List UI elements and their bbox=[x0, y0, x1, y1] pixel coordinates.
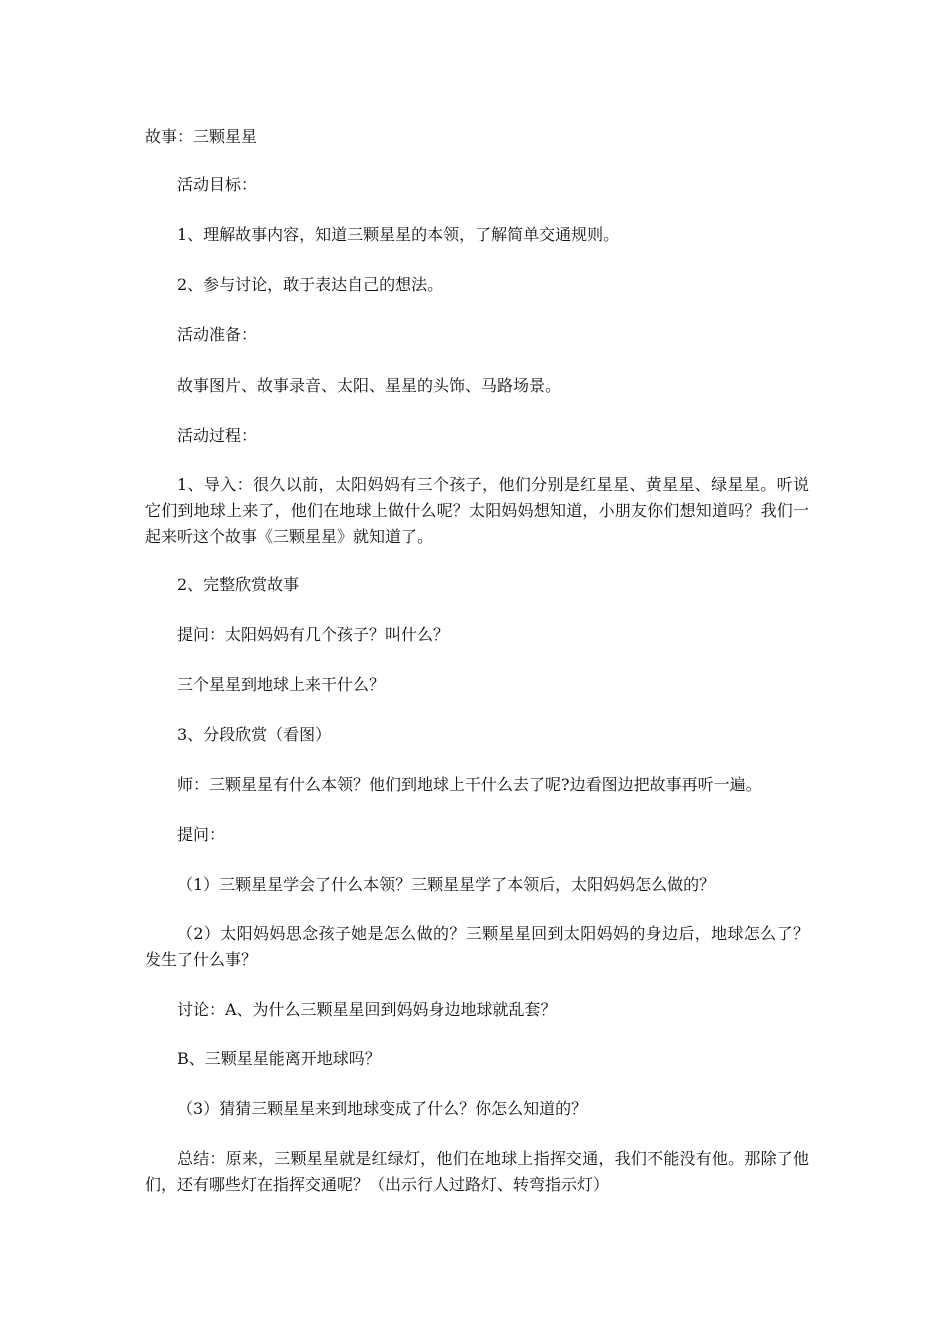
process-step-3: 3、分段欣赏（看图） bbox=[177, 725, 332, 744]
question-sun-mother-children: 提问：太阳妈妈有几个孩子？叫什么？ bbox=[177, 625, 450, 644]
summary: 总结：原来，三颗星星就是红绿灯，他们在地球上指挥交通，我们不能没有他。那除了他们，还有哪些灯在指挥交通呢？（出示行人过路灯、转弯指示灯） bbox=[145, 1149, 809, 1194]
question-2: （2）太阳妈妈思念孩子她是怎么做的？三颗星星回到太阳妈妈的身边后，地球怎么了？发生了什么事？ bbox=[145, 924, 809, 969]
story-title: 故事：三颗星星 bbox=[145, 127, 258, 146]
process-step-2: 2、完整欣赏故事 bbox=[177, 575, 300, 594]
heading-questions: 提问： bbox=[177, 825, 226, 844]
goal-item-2: 2、参与讨论，敢于表达自己的想法。 bbox=[177, 275, 444, 294]
discussion-a: 讨论：A、为什么三颗星星回到妈妈身边地球就乱套？ bbox=[177, 1000, 557, 1019]
preparation-materials: 故事图片、故事录音、太阳、星星的头饰、马路场景。 bbox=[177, 376, 562, 395]
process-step-1-intro: 1、导入：很久以前，太阳妈妈有三个孩子，他们分别是红星星、黄星星、绿星星。听说它们到地球上来了，他们在地球上做什么呢？太阳妈妈想知道，小朋友你们想知道吗？我们一起来听这个故事《三颗星星》就知道了。 bbox=[145, 475, 809, 546]
question-stars-purpose: 三个星星到地球上来干什么？ bbox=[177, 675, 386, 694]
discussion-b: B、三颗星星能离开地球吗？ bbox=[177, 1049, 381, 1068]
goal-item-1: 1、理解故事内容，知道三颗星星的本领，了解简单交通规则。 bbox=[177, 225, 620, 244]
question-3: （3）猜猜三颗星星来到地球变成了什么？你怎么知道的？ bbox=[177, 1099, 588, 1118]
teacher-prompt: 师：三颗星星有什么本领？他们到地球上干什么去了呢?边看图边把故事再听一遍。 bbox=[177, 775, 762, 794]
heading-activity-preparation: 活动准备： bbox=[177, 325, 258, 344]
heading-activity-process: 活动过程： bbox=[177, 426, 258, 445]
heading-activity-goals: 活动目标： bbox=[177, 175, 258, 194]
question-1: （1）三颗星星学会了什么本领？三颗星星学了本领后，太阳妈妈怎么做的？ bbox=[177, 875, 716, 894]
